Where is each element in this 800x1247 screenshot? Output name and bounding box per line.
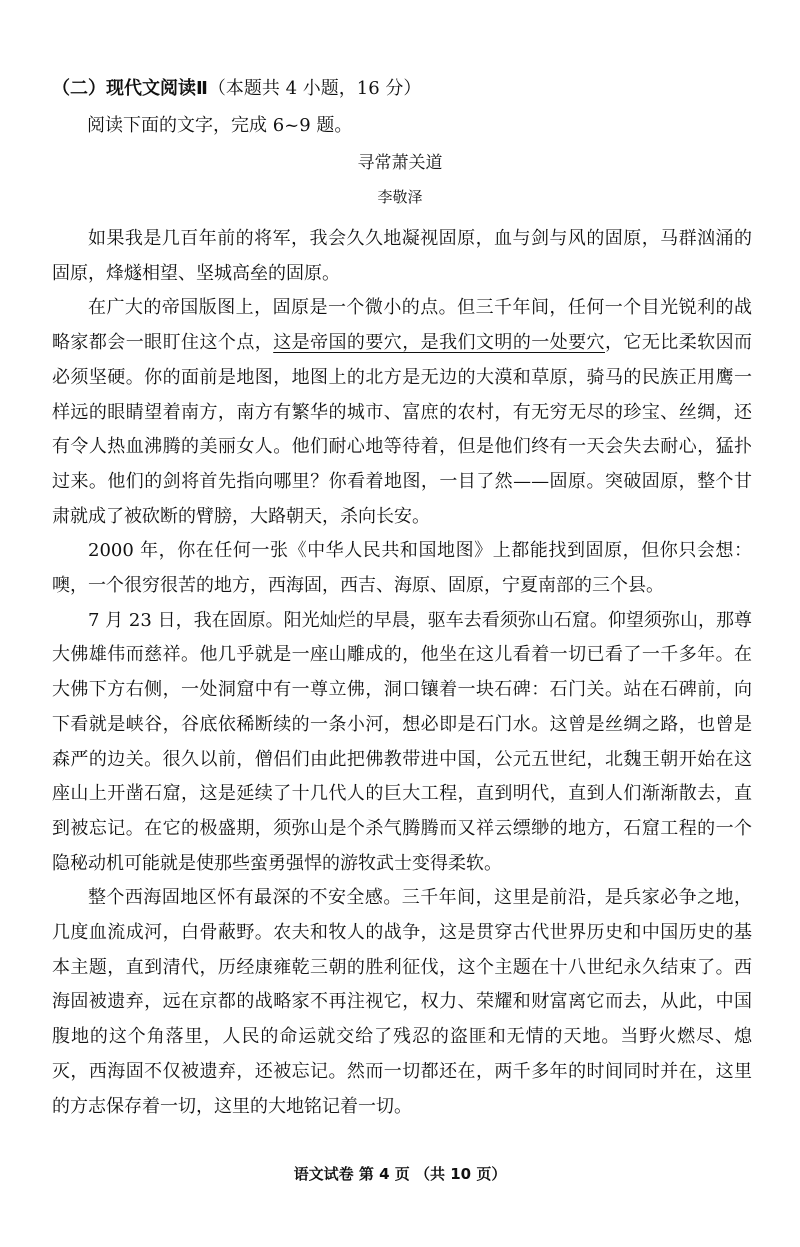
page-footer: 语文试卷 第 4 页 （共 10 页）	[293, 1165, 507, 1183]
section-heading	[52, 76, 421, 102]
section-heading-title: （二）现代文阅读Ⅱ	[52, 78, 208, 99]
underlined-sentence: 这是帝国的要穴，是我们文明的一处要穴	[273, 332, 605, 354]
article-body	[52, 222, 752, 1124]
paragraph-2	[52, 291, 752, 534]
article-title: 寻常萧关道	[357, 153, 443, 173]
paragraph-4: 7 月 23 日，我在固原。阳光灿烂的早晨，驱车去看须弥山石窟。仰望须弥山，那尊大佛雄伟而慈祥。他几乎就是一座山雕成的，他坐在这儿看着一切已看了一千多年。在大佛下方右侧，一处洞窟中有一尊立佛，洞口镶着一块石碑：石门关。站在石碑前，向下看就是峡谷，谷底依稀断续的一条小河，想必即是石门水。这曾是丝绸之路，也曾是森严的边关。很久以前，僧侣们由此把佛教带进中国，公元五世纪，北魏王朝开始在这座山上开凿石窟，这是延续了十几代人的巨大工程，直到明代，直到人们渐渐散去，直到被忘记。在它的极盛期，须弥山是个杀气腾腾而又祥云缥缈的地方，石窟工程的一个隐秘动机可能就是使那些蛮勇强悍的游牧武士变得柔软。	[52, 609, 752, 874]
paragraph-1: 如果我是几百年前的将军，我会久久地凝视固原，血与剑与风的固原，马群汹涌的固原，烽燧相望、坚城高垒的固原。	[52, 228, 752, 284]
paragraph-2-before: 在广大的帝国版图上，固原是一个微小的点。但三千年间，任何一个目光锐利的战略家都会一眼盯住这个点，	[52, 297, 752, 354]
section-heading-note: （本题共 4 小题，16 分）	[207, 78, 422, 99]
paragraph-5: 整个西海固地区怀有最深的不安全感。三千年间，这里是前沿，是兵家必争之地，几度血流成河，白骨蔽野。农夫和牧人的战争，这是贯穿古代世界历史和中国历史的基本主题，直到清代，历经康雍乾三朝的胜利征伐，这个主题在十八世纪永久结束了。西海固被遗弃，远在京都的战略家不再注视它，权力、荣耀和财富离它而去，从此，中国腹地的这个角落里，人民的命运就交给了残忍的盗匪和无情的天地。当野火燃尽、熄灭，西海固不仅被遗弃，还被忘记。然而一切都还在，两千多年的时间同时并在，这里的方志保存着一切，这里的大地铭记着一切。	[52, 887, 752, 1117]
reading-instruction: 阅读下面的文字，完成 6~9 题。	[87, 115, 353, 136]
paragraph-3: 2000 年，你在任何一张《中华人民共和国地图》上都能找到固原，但你只会想：噢，一个很穷很苦的地方，西海固，西吉、海原、固原，宁夏南部的三个县。	[52, 540, 752, 597]
paragraph-2-after: ，它无比柔软因而必须坚硬。你的面前是地图，地图上的北方是无边的大漠和草原，骑马的民族正用鹰一样远的眼睛望着南方，南方有繁华的城市、富庶的农村，有无穷无尽的珍宝、丝绸，还有令人热血沸腾的美丽女人。他们耐心地等待着，但是他们终有一天会失去耐心，猛扑过来。他们的剑将首先指向哪里？你看着地图，一目了然——固原。突破固原，整个甘肃就成了被砍断的臂膀，大路朝天，杀向长安。	[52, 332, 753, 527]
article-author: 李敬泽	[377, 188, 423, 206]
